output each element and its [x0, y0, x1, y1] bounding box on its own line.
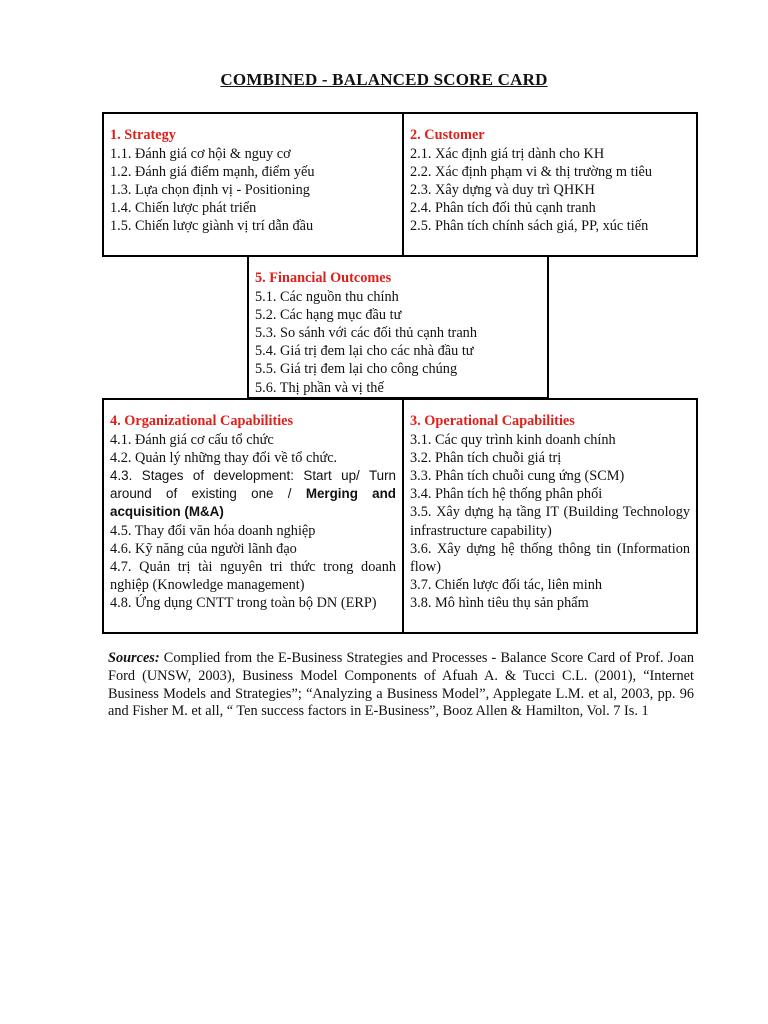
- customer-box: [402, 112, 698, 257]
- operational-item: 3.1. Các quy trình kinh doanh chính: [410, 432, 616, 449]
- organizational-item-bold: Merging and acquisition (M&A): [110, 486, 396, 520]
- strategy-item: 1.2. Đánh giá điểm mạnh, điểm yếu: [110, 164, 315, 181]
- operational-item: 3.7. Chiến lược đối tác, liên minh: [410, 576, 603, 593]
- operational-box: [402, 398, 698, 634]
- customer-item: 2.1. Xác định giá trị dành cho KH: [410, 146, 605, 163]
- page-title: COMBINED - BALANCED SCORE CARD: [220, 70, 548, 89]
- operational-item: 3.5. Xây dựng hạ tầng IT (Building Technology infrastructure capability): [410, 504, 690, 539]
- financial-item: 5.6. Thị phần và vị thế: [255, 379, 384, 396]
- strategy-item: 1.3. Lựa chọn định vị - Positioning: [110, 182, 310, 199]
- organizational-item-text: 4.3. Stages of development: Start up/ Turn around of existing one /: [110, 468, 396, 502]
- sources-note: [108, 650, 694, 721]
- organizational-item: 4.8. Ứng dụng CNTT trong toàn bộ DN (ERP): [110, 594, 377, 611]
- operational-item: 3.2. Phân tích chuỗi giá trị: [410, 450, 562, 467]
- financial-heading: 5. Financial Outcomes: [255, 270, 392, 286]
- customer-item: 2.5. Phân tích chính sách giá, PP, xúc tiến: [410, 218, 649, 235]
- customer-item: 2.4. Phân tích đối thủ cạnh tranh: [410, 200, 596, 217]
- operational-item: 3.8. Mô hình tiêu thụ sản phẩm: [410, 594, 589, 611]
- operational-item: 3.4. Phân tích hệ thống phân phối: [410, 486, 603, 503]
- organizational-heading: 4. Organizational Capabilities: [110, 413, 294, 429]
- operational-item: 3.6. Xây dựng hệ thống thông tin (Information flow): [410, 540, 690, 575]
- strategy-item: 1.5. Chiến lược giành vị trí dẫn đầu: [110, 218, 314, 235]
- financial-item: 5.2. Các hạng mục đầu tư: [255, 307, 402, 324]
- strategy-box: [102, 112, 404, 257]
- organizational-item: 4.7. Quản trị tài nguyên tri thức trong doanh nghiệp (Knowledge management): [110, 558, 396, 593]
- sources-text: Complied from the E-Business Strategies and Processes - Balance Score Card of Prof. Joan Ford (UNSW, 2003), Business Model Components of Afuah A. & Tucci C.L. (2001), “Internet Business Models and Strategies”; “Analyzing a Business Model”, Applegate L.M. et al, 2003, pp. 96 and Fisher M. et all, “ Ten success factors in E-Business”, Booz Allen & Hamilton, Vol. 7 Is. 1: [108, 650, 694, 720]
- financial-item: 5.5. Giá trị đem lại cho công chúng: [255, 361, 458, 378]
- customer-item: 2.3. Xây dựng và duy trì QHKH: [410, 182, 595, 199]
- organizational-item: 4.2. Quản lý những thay đổi về tổ chức.: [110, 450, 338, 467]
- organizational-item: [110, 467, 396, 521]
- organizational-item: 4.1. Đánh giá cơ cấu tổ chức: [110, 432, 274, 449]
- customer-item: 2.2. Xác định phạm vi & thị trường m tiêu: [410, 164, 653, 181]
- strategy-item: 1.1. Đánh giá cơ hội & nguy cơ: [110, 146, 291, 163]
- financial-box: [247, 255, 549, 399]
- strategy-item: 1.4. Chiến lược phát triển: [110, 200, 257, 217]
- customer-heading: 2. Customer: [410, 127, 485, 143]
- financial-item: 5.3. So sánh với các đối thủ cạnh tranh: [255, 325, 477, 342]
- strategy-heading: 1. Strategy: [110, 127, 176, 143]
- organizational-item: 4.6. Kỹ năng của người lãnh đạo: [110, 540, 297, 557]
- sources-label: Sources:: [108, 650, 160, 666]
- financial-item: 5.4. Giá trị đem lại cho các nhà đầu tư: [255, 343, 474, 360]
- operational-heading: 3. Operational Capabilities: [410, 413, 575, 429]
- organizational-item: 4.5. Thay đổi văn hóa doanh nghiệp: [110, 522, 316, 539]
- operational-item: 3.3. Phân tích chuỗi cung ứng (SCM): [410, 468, 625, 485]
- organizational-box: [102, 398, 404, 634]
- financial-item: 5.1. Các nguồn thu chính: [255, 289, 399, 306]
